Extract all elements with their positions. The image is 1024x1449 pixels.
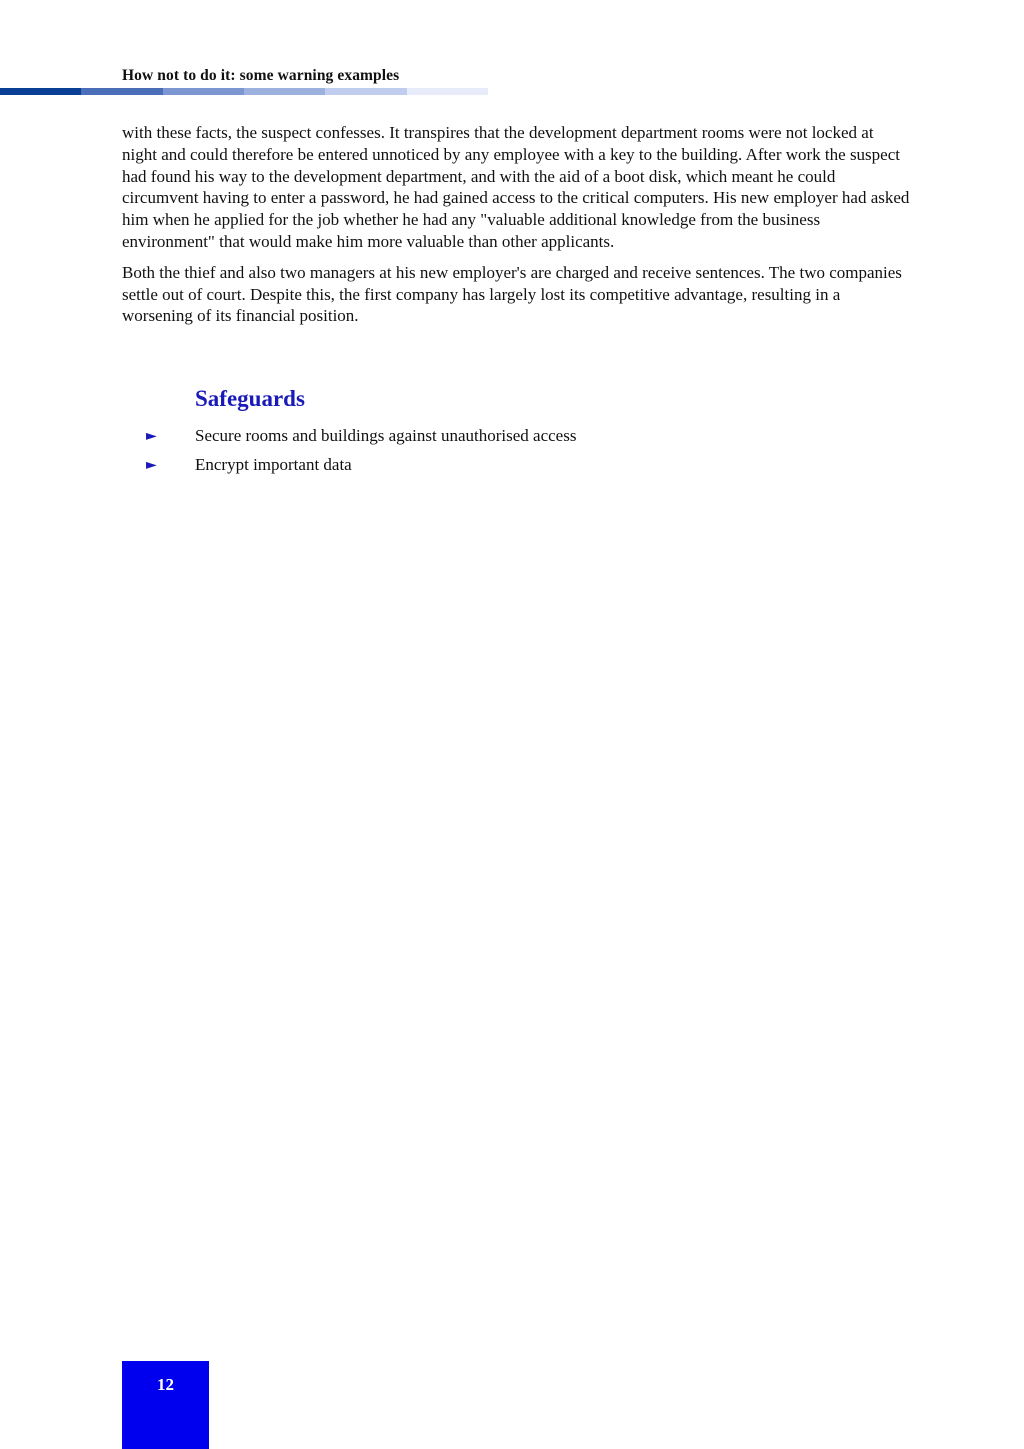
- header-bar-segment: [163, 88, 244, 95]
- safeguard-item-text: Encrypt important data: [195, 454, 352, 474]
- header-bar-segment: [407, 88, 488, 95]
- safeguards-heading: Safeguards: [195, 386, 305, 411]
- running-header: How not to do it: some warning examples: [122, 67, 400, 84]
- safeguards-list: [146, 421, 576, 479]
- body-paragraph: Both the thief and also two managers at his new employer's are charged and receive sentences. The two companies settle out of court. Despite this, the first company has largely lost its competitive advantage, resulting in a worsening of its financial position.: [122, 262, 902, 326]
- triangle-right-icon: ►: [146, 427, 157, 444]
- header-gradient-bar: [0, 88, 488, 95]
- header-bar-segment: [81, 88, 162, 95]
- safeguard-item: [146, 421, 576, 450]
- safeguard-item-text: Secure rooms and buildings against unauthorised access: [195, 425, 577, 445]
- safeguard-item: [146, 450, 576, 479]
- body-paragraph: with these facts, the suspect confesses. It transpires that the development department rooms were not locked at night and could therefore be entered unnoticed by any employee with a key to the building. After work the suspect had found his way to the development department, and with the aid of a boot disk, which meant he could circumvent having to enter a password, he had gained access to the critical computers. His new employer had asked him when he applied for the job whether he had any "valuable additional knowledge from the business environment" that would make him more valuable than other applicants.: [122, 123, 910, 251]
- header-bar-segment: [244, 88, 325, 95]
- page-number-box: [122, 1361, 209, 1449]
- triangle-right-icon: ►: [146, 456, 157, 473]
- body-text: [122, 122, 912, 336]
- header-bar-segment: [0, 88, 81, 95]
- page-number: 12: [157, 1375, 174, 1394]
- header-bar-segment: [325, 88, 406, 95]
